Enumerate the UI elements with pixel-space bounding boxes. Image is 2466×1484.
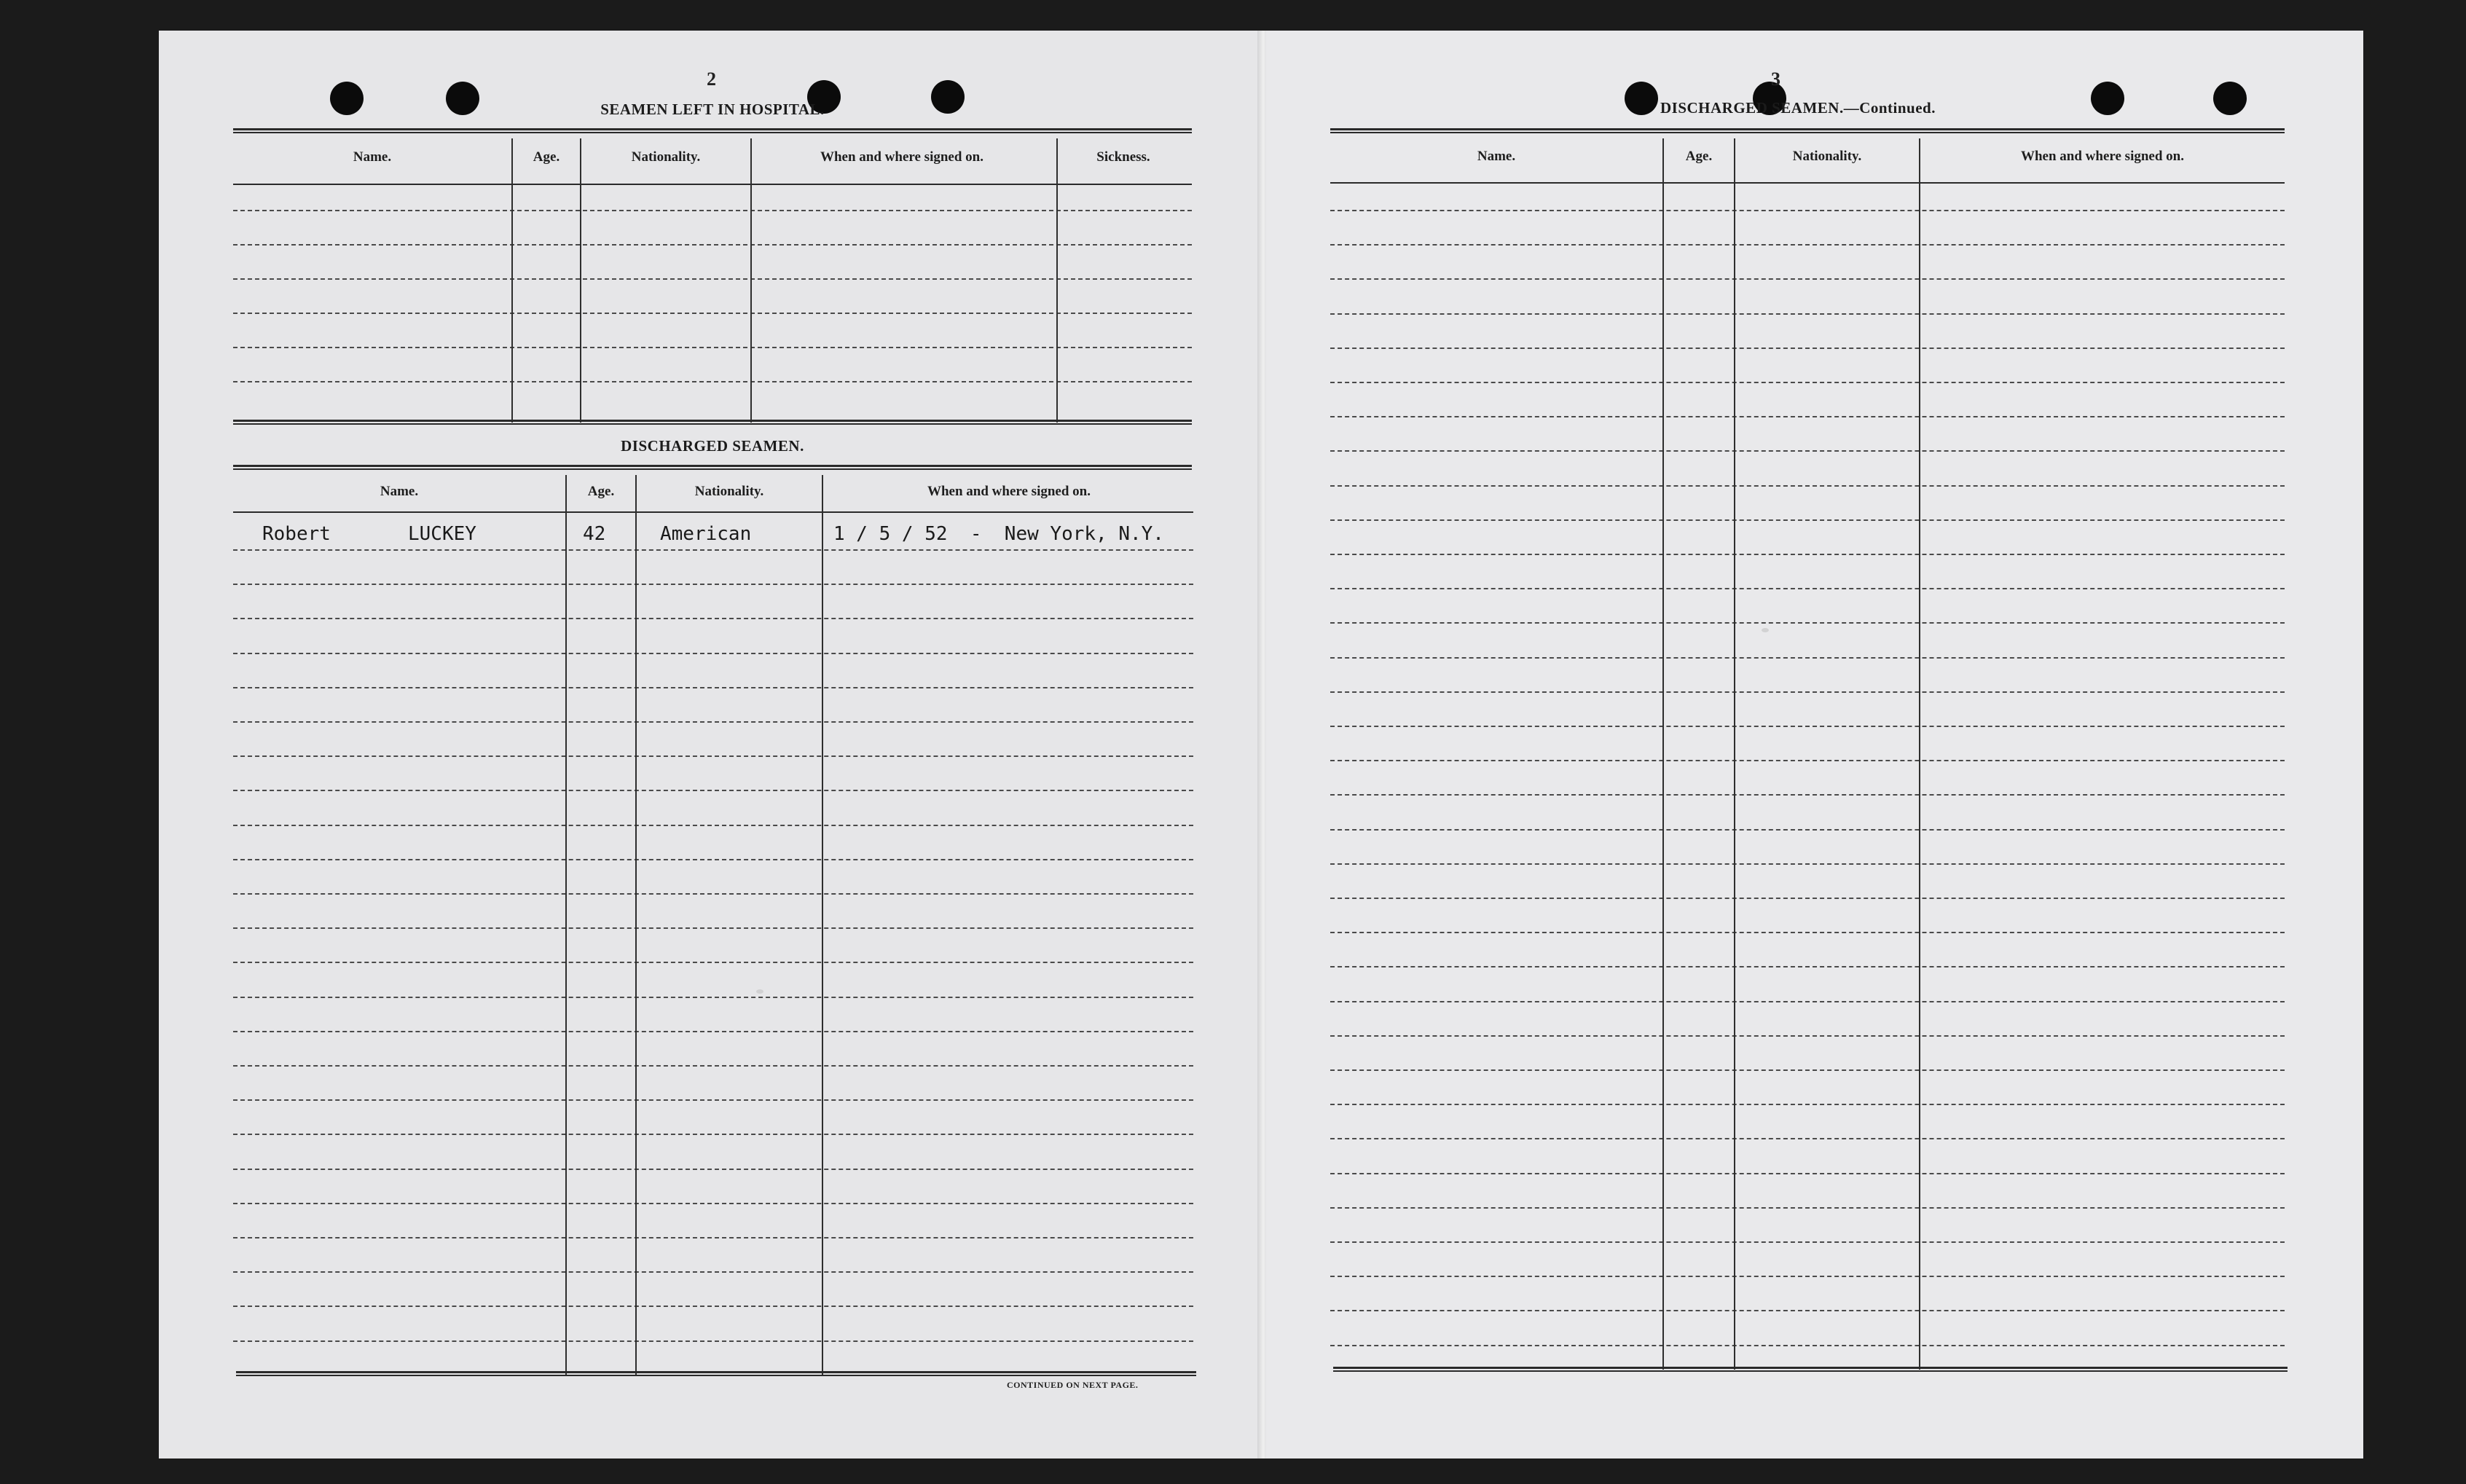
ruled-line [233, 1099, 1193, 1101]
column-header-signed-on: When and where signed on. [927, 484, 1091, 499]
ruled-line [1330, 829, 2285, 831]
ruled-line [233, 1271, 1193, 1273]
seaman-nationality: American [660, 523, 752, 545]
ruled-line [1330, 760, 2285, 761]
binding-hole [446, 82, 479, 115]
column-divider [1662, 138, 1664, 1370]
ruled-line [233, 927, 1193, 929]
ruled-line [1330, 244, 2285, 246]
ruled-line [233, 962, 1193, 963]
ruled-line [1330, 622, 2285, 624]
page-number: 3 [1771, 68, 1780, 90]
binding-hole [931, 80, 965, 114]
column-header-nationality: Nationality. [694, 484, 764, 499]
column-divider [1056, 138, 1058, 423]
ruled-line [233, 755, 1193, 757]
continued-note: CONTINUED ON NEXT PAGE. [1007, 1380, 1139, 1390]
ruled-line [1330, 485, 2285, 487]
seaman-age: 42 [583, 523, 606, 545]
ruled-line [1330, 1345, 2285, 1346]
column-divider [565, 475, 567, 1375]
seaman-last-name: LUCKEY [408, 523, 476, 545]
column-divider [635, 475, 637, 1375]
document-sheet [159, 31, 2363, 1459]
ruled-line [1330, 450, 2285, 452]
ruled-line [233, 210, 1192, 211]
ruled-line [233, 1340, 1193, 1342]
column-divider [1919, 138, 1920, 1370]
ruled-line [233, 278, 1192, 280]
ruled-line [233, 893, 1193, 895]
table-bottom-rule [1333, 1367, 2288, 1372]
ruled-line [1330, 863, 2285, 865]
ruled-line [233, 1134, 1193, 1135]
ruled-line [1330, 794, 2285, 796]
left-page [159, 31, 1260, 1459]
ruled-line [233, 859, 1193, 860]
column-header-name: Name. [353, 149, 392, 165]
ruled-line [233, 1031, 1193, 1032]
ruled-line [1330, 1241, 2285, 1243]
binding-hole [2091, 82, 2124, 115]
ruled-line [1330, 898, 2285, 899]
ruled-line [233, 790, 1193, 791]
ruled-line [1330, 278, 2285, 280]
ruled-line [233, 1065, 1193, 1067]
column-header-nationality: Nationality. [631, 149, 701, 165]
ruled-line [233, 618, 1193, 619]
table-top-rule [1330, 128, 2285, 133]
ruled-line [1330, 519, 2285, 521]
seaman-first-name: Robert [262, 523, 331, 545]
ruled-line [1330, 382, 2285, 383]
column-header-age: Age. [533, 149, 560, 165]
column-divider [822, 475, 823, 1375]
column-header-signed-on: When and where signed on. [820, 149, 983, 165]
column-divider [580, 138, 581, 423]
discharged-section-title: DISCHARGED SEAMEN. [621, 437, 804, 455]
ruled-line [1330, 1207, 2285, 1209]
ruled-line [233, 1203, 1193, 1204]
column-header-age: Age. [1685, 149, 1713, 164]
column-header-name: Name. [1477, 149, 1516, 164]
paper-blemish [1762, 628, 1769, 632]
ruled-line [1330, 1069, 2285, 1071]
ruled-line [233, 1306, 1193, 1307]
ruled-line [1330, 691, 2285, 693]
table-bottom-rule [233, 420, 1192, 425]
ruled-line [1330, 348, 2285, 349]
column-divider [511, 138, 513, 423]
ruled-line [1330, 1173, 2285, 1174]
ruled-line [233, 653, 1193, 654]
page-number: 2 [707, 68, 716, 90]
ruled-line [1330, 1035, 2285, 1037]
ruled-line [233, 721, 1193, 723]
ruled-line [1330, 1310, 2285, 1311]
hospital-section-title: SEAMEN LEFT IN HOSPITAL. [600, 101, 825, 118]
column-header-signed-on: When and where signed on. [2020, 149, 2184, 164]
ruled-line [1330, 554, 2285, 555]
ruled-line [233, 244, 1192, 246]
ruled-line [233, 1169, 1193, 1170]
table-bottom-rule [236, 1371, 1196, 1376]
ruled-line [1330, 416, 2285, 417]
table-top-rule [233, 465, 1192, 470]
ruled-line [1330, 1276, 2285, 1277]
ruled-line [1330, 1138, 2285, 1139]
ruled-line [1330, 1104, 2285, 1105]
ruled-line [233, 347, 1192, 348]
ruled-line [1330, 313, 2285, 315]
right-page [1266, 31, 2363, 1459]
binding-hole [2213, 82, 2247, 115]
paper-blemish [756, 989, 763, 994]
ruled-line [1330, 932, 2285, 933]
ruled-line [1330, 966, 2285, 967]
ruled-line [1330, 210, 2285, 211]
ruled-line [233, 313, 1192, 314]
header-rule [1330, 182, 2285, 184]
ruled-line [233, 381, 1192, 382]
ruled-line [1330, 726, 2285, 727]
discharged-continued-title: DISCHARGED SEAMEN.—Continued. [1660, 99, 1936, 117]
column-divider [1734, 138, 1735, 1370]
seaman-signed-on: 1 / 5 / 52 - New York, N.Y. [833, 523, 1164, 545]
ruled-line [233, 1237, 1193, 1238]
column-header-age: Age. [587, 484, 615, 499]
binding-hole [330, 82, 364, 115]
table-top-rule [233, 128, 1192, 133]
column-header-name: Name. [380, 484, 419, 499]
column-header-nationality: Nationality. [1792, 149, 1862, 164]
column-header-sickness: Sickness. [1096, 149, 1150, 165]
ruled-line [1330, 588, 2285, 589]
header-rule [233, 511, 1193, 513]
ruled-line [1330, 1001, 2285, 1002]
ruled-line [233, 584, 1193, 585]
column-divider [750, 138, 752, 423]
ruled-line [233, 549, 1193, 551]
ruled-line [233, 687, 1193, 688]
header-rule [233, 184, 1192, 185]
ruled-line [1330, 657, 2285, 659]
ruled-line [233, 997, 1193, 998]
ruled-line [233, 825, 1193, 826]
